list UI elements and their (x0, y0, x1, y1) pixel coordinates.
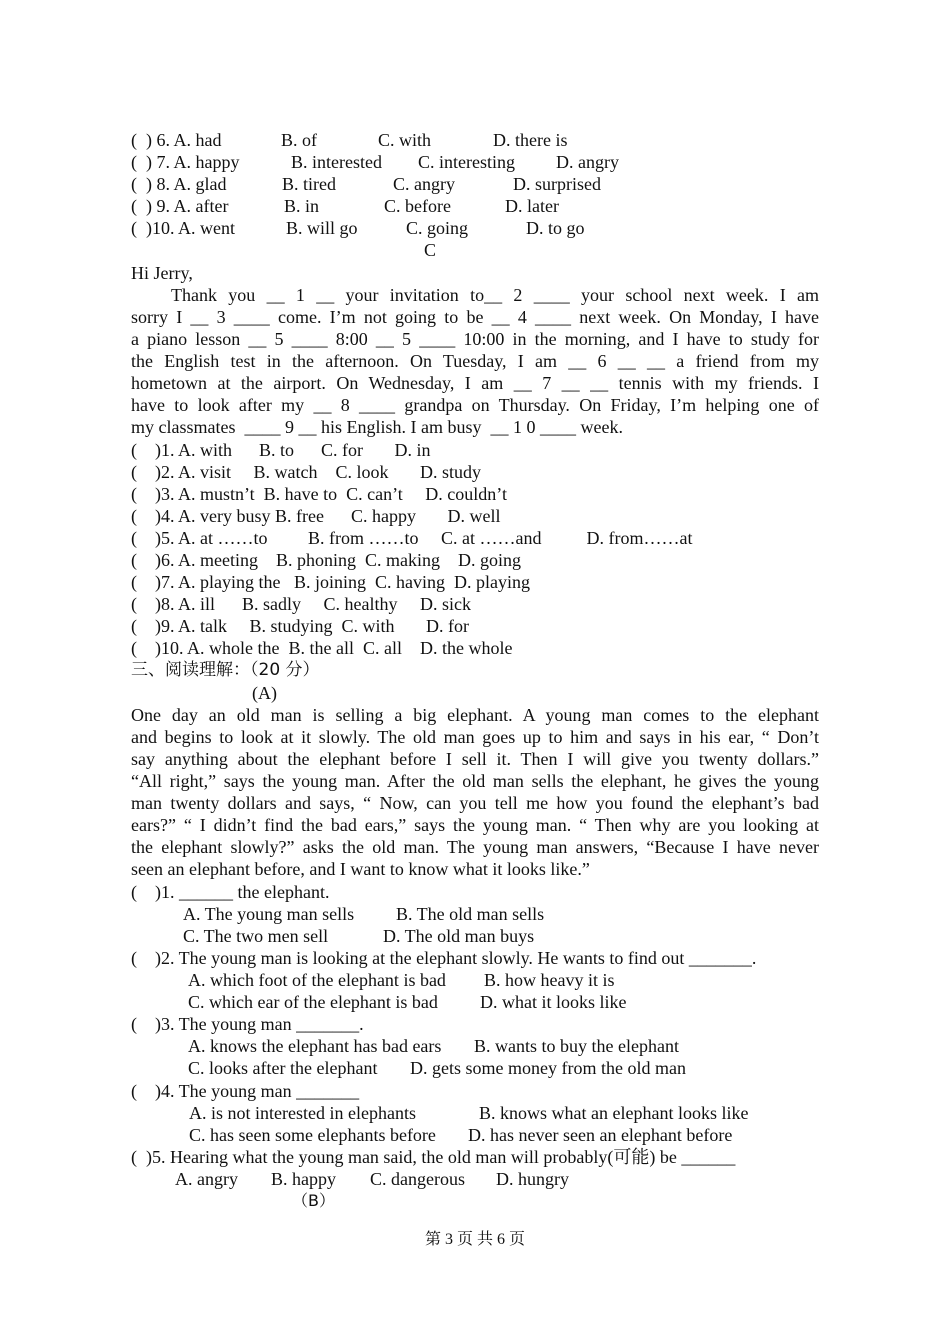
section-c-label: C (424, 240, 437, 260)
question-item: ( ) 8. A. glad (131, 174, 227, 194)
question-item: ( )2. A. visit B. watch C. look D. study (131, 462, 481, 482)
option-b: B. wants to buy the elephant (474, 1036, 679, 1056)
question-item: ( )4. A. very busy B. free C. happy D. well (131, 506, 501, 526)
question-stem: ( )4. The young man _______ (131, 1081, 360, 1101)
question-item: ( ) 7. A. happy (131, 152, 240, 172)
letter-line: have to look after my __ 8 ____ grandpa on Thursday. On Friday, I’m helping one of (131, 395, 819, 415)
option-d: D. The old man buys (383, 926, 535, 946)
passage-line: and begins to look at it slowly. The old man goes up to him and says in his ear, “ Don’t (131, 727, 819, 747)
question-item: ( ) 6. A. had (131, 130, 222, 150)
question-item: ( )3. A. mustn’t B. have to C. can’t D. couldn’t (131, 484, 507, 504)
option-b: B. interested (291, 152, 382, 172)
letter-line: hometown at the airport. On Wednesday, I am __ 7 __ __ tennis with my friends. I (131, 373, 819, 393)
question-item: ( )9. A. talk B. studying C. with D. for (131, 616, 469, 636)
question-stem: ( )1. ______ the elephant. (131, 882, 330, 902)
question-item: ( )6. A. meeting B. phoning C. making D. going (131, 550, 521, 570)
question-item: ( )5. A. at ……to B. from ……to C. at ……and D. from……at (131, 528, 693, 548)
option-c: C. with (378, 130, 432, 150)
passage-b-label: （B） (292, 1191, 335, 1210)
question-stem: ( )5. Hearing what the young man said, the old man will probably(可能) be ______ (131, 1147, 736, 1167)
question-stem: ( )3. The young man _______. (131, 1014, 364, 1034)
letter-greeting: Hi Jerry, (131, 263, 193, 283)
question-item: ( )8. A. ill B. sadly C. healthy D. sick (131, 594, 471, 614)
option-c: C. interesting (418, 152, 515, 172)
option-b: B. knows what an elephant looks like (479, 1103, 749, 1123)
option-c: C. looks after the elephant (188, 1058, 378, 1078)
question-item: ( )1. A. with B. to C. for D. in (131, 440, 431, 460)
option-b: B. how heavy it is (484, 970, 615, 990)
option-d: D. gets some money from the old man (410, 1058, 686, 1078)
passage-line: man twenty dollars and says, “ Now, can you tell me how you found the elephant’s bad (131, 793, 819, 813)
option-a: A. which foot of the elephant is bad (188, 970, 446, 990)
passage-line: ears?” “ I didn’t find the bad ears,” says the young man. “ Then why are you looking at (131, 815, 819, 835)
option-d: D. angry (556, 152, 619, 172)
option-b: B. will go (286, 218, 358, 238)
passage-line: One day an old man is selling a big elephant. A young man comes to the elephant (131, 705, 819, 725)
option-c: C. angry (393, 174, 455, 194)
option-a: A. knows the elephant has bad ears (188, 1036, 442, 1056)
option-c: C. dangerous (370, 1169, 465, 1189)
option-d: D. surprised (513, 174, 601, 194)
passage-line: seen an elephant before, and I want to know what it looks like.” (131, 859, 590, 879)
option-b: B. tired (282, 174, 336, 194)
option-a: A. is not interested in elephants (189, 1103, 416, 1123)
option-a: A. angry (175, 1169, 238, 1189)
option-b: B. of (281, 130, 317, 150)
passage-line: the elephant slowly?” asks the old man. The young man answers, “Because I have never (131, 837, 819, 857)
question-item: ( )7. A. playing the B. joining C. having D. playing (131, 572, 530, 592)
question-item: ( ) 9. A. after (131, 196, 229, 216)
option-c: C. which ear of the elephant is bad (188, 992, 438, 1012)
passage-line: say anything about the elephant before I sell it. Then I will give you twenty dollars.” (131, 749, 819, 769)
passage-line: “All right,” says the young man. After the old man sells the elephant, he gives the young (131, 771, 819, 791)
option-d: D. what it looks like (480, 992, 627, 1012)
page-footer: 第 3 页 共 6 页 (424, 1231, 525, 1248)
option-c: C. before (384, 196, 451, 216)
letter-line: my classmates ____ 9 __ his English. I am busy __ 1 0 ____ week. (131, 417, 623, 437)
option-d: D. hungry (496, 1169, 569, 1189)
option-c: C. has seen some elephants before (189, 1125, 436, 1145)
option-d: D. there is (493, 130, 568, 150)
option-c: C. The two men sell (183, 926, 329, 946)
letter-line: the English test in the afternoon. On Tuesday, I am __ 6 __ __ a friend from my (131, 351, 819, 371)
option-b: B. in (284, 196, 320, 216)
question-stem: ( )2. The young man is looking at the elephant slowly. He wants to find out _______. (131, 948, 757, 968)
option-d: D. to go (526, 218, 585, 238)
letter-line: a piano lesson __ 5 ____ 8:00 __ 5 ____ 10:00 in the morning, and I have to study for (131, 329, 819, 349)
question-item: ( )10. A. went (131, 218, 235, 238)
letter-line: sorry I __ 3 ____ come. I’m not going to be __ 4 ____ next week. On Monday, I have (131, 307, 819, 327)
passage-a-label: (A) (252, 683, 277, 703)
option-c: C. going (406, 218, 469, 238)
letter-line: Thank you __ 1 __ your invitation to__ 2 ____ your school next week. I am (171, 285, 819, 305)
option-d: D. later (505, 196, 559, 216)
question-item: ( )10. A. whole the B. the all C. all D. the whole (131, 638, 513, 658)
section-heading: 三、阅读理解：（20 分） (131, 660, 320, 680)
option-b: B. happy (271, 1169, 336, 1189)
option-d: D. has never seen an elephant before (468, 1125, 733, 1145)
option-a: A. The young man sells (183, 904, 355, 924)
option-b: B. The old man sells (396, 904, 545, 924)
